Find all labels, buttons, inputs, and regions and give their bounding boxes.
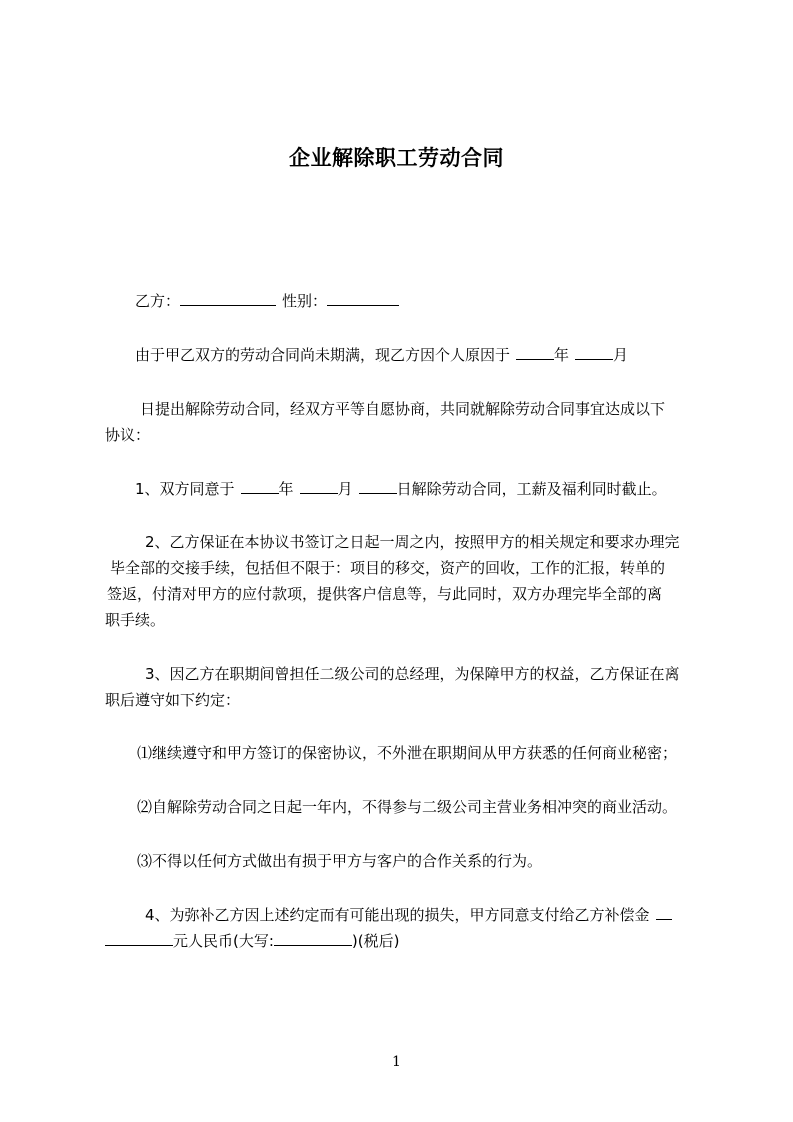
page-number: 1 (392, 1054, 401, 1070)
clause-3-item-3: ⑶不得以任何方式做出有损于甲方与客户的合作关系的行为。 (137, 852, 543, 870)
intro-line-1 (135, 345, 628, 365)
gender-blank (327, 291, 399, 306)
clause-4-line-2 (105, 931, 399, 951)
document-title: 企业解除职工劳动合同 (289, 146, 504, 170)
intro-line-3: 协议： (105, 426, 151, 444)
clause-4-line-1 (145, 905, 672, 925)
clause-1-year-blank (241, 479, 279, 494)
clause-2-line-3: 签返，付清对甲方的应付款项，提供客户信息等，与此同时，双方办理完毕全部的离 (107, 585, 663, 603)
clause-1 (135, 479, 667, 499)
year-label: 年 (554, 346, 570, 364)
clause-3-line-1: 3、因乙方在职期间曾担任二级公司的总经理，为保障甲方的权益，乙方保证在离 (145, 665, 680, 683)
intro-line-2: 日提出解除劳动合同，经双方平等自愿协商，共同就解除劳动合同事宜达成以下 (140, 400, 666, 418)
clause-4-text: 4、为弥补乙方因上述约定而有可能出现的损失，甲方同意支付给乙方补偿金 (145, 906, 650, 924)
clause-2-line-4: 职手续。 (105, 611, 166, 629)
clause-3-line-2: 职后遵守如下约定： (105, 691, 241, 709)
compensation-uppercase-blank (274, 931, 352, 946)
clause-1-prefix: 1、双方同意于 (135, 480, 235, 498)
compensation-amount-blank-start (656, 905, 672, 920)
intro-text: 由于甲乙双方的劳动合同尚未期满，现乙方因个人原因于 (135, 346, 511, 364)
clause-3-item-1: ⑴继续遵守和甲方签订的保密协议，不外泄在职期间从甲方获悉的任何商业秘密； (137, 744, 678, 762)
compensation-amount-blank (105, 931, 173, 946)
intro-month-blank (575, 345, 613, 360)
clause-1-month-blank (300, 479, 338, 494)
clause-1-day-blank (359, 479, 397, 494)
clause-2-line-1: 2、乙方保证在本协议书签订之日起一周之内，按照甲方的相关规定和要求办理完 (145, 533, 680, 551)
clause-1-suffix: 日解除劳动合同，工薪及福利同时截止。 (396, 480, 667, 498)
party-b-label: 乙方： (135, 292, 181, 310)
party-info-line (135, 291, 399, 311)
clause-1-month-label: 月 (337, 480, 353, 498)
month-label: 月 (613, 346, 629, 364)
clause-4-currency: 元人民币(大写: (173, 932, 274, 950)
clause-3-item-2: ⑵自解除劳动合同之日起一年内，不得参与二级公司主营业务相冲突的商业活动。 (137, 798, 678, 816)
gender-label: 性别： (282, 292, 328, 310)
clause-2-line-2: 毕全部的交接手续，包括但不限于：项目的移交，资产的回收，工作的汇报，转单的 (110, 559, 666, 577)
clause-4-tax: )(税后) (351, 932, 400, 950)
clause-1-year-label: 年 (278, 480, 294, 498)
intro-year-blank (516, 345, 554, 360)
party-b-name-blank (180, 291, 276, 306)
